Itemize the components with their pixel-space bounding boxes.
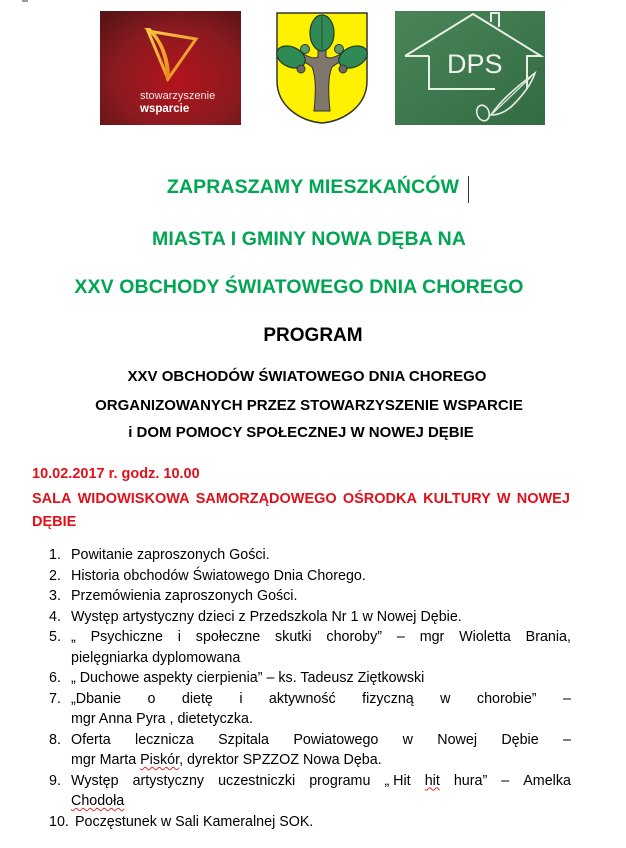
agenda-item: [49, 771, 571, 812]
word: hura”: [453, 772, 488, 789]
word: choroby”: [326, 629, 383, 645]
word: „: [71, 629, 76, 645]
venue-word: OŚRODKA: [342, 491, 417, 507]
program-subtitle-line-2: ORGANIZOWANYCH PRZEZ STOWARZYSZENIE WSPARCIE: [95, 397, 523, 414]
word: Brania,: [525, 629, 571, 645]
agenda-number: 5.: [49, 629, 61, 645]
agenda-item: [49, 689, 571, 730]
agenda-item: [49, 668, 571, 689]
dps-logo-graphic: [395, 11, 545, 125]
word: lecznicza: [135, 731, 194, 748]
agenda-continuation: pielęgniarka dyplomowana: [71, 649, 241, 666]
agenda-number: 7.: [49, 690, 61, 707]
agenda-item: [49, 627, 571, 668]
venue-word: KULTURY: [423, 491, 491, 507]
spellcheck-flagged-word: Chodoła: [71, 793, 125, 809]
word: Nowej: [437, 731, 478, 748]
stowarzyszenie-wsparcie-logo: [100, 11, 241, 125]
agenda-item: [49, 812, 571, 833]
word: Psychiczne: [90, 629, 163, 645]
agenda-text: [71, 627, 571, 668]
word: Występ: [71, 772, 119, 789]
venue-word: SALA: [32, 491, 72, 507]
word: –: [562, 731, 571, 748]
word: –: [396, 629, 405, 645]
program-subtitle-line-1: XXV OBCHODÓW ŚWIATOWEGO DNIA CHOREGO: [127, 368, 487, 385]
text-cursor: [468, 176, 469, 203]
agenda-text: [71, 730, 571, 771]
word: Dębie: [501, 731, 539, 748]
venue-word: WIDOWISKOWA: [77, 491, 190, 507]
dps-logo-text: DPS: [447, 49, 503, 79]
word: o: [147, 690, 156, 707]
agenda-text: Historia obchodów Światowego Dnia Chorego.: [71, 567, 366, 584]
word: –: [562, 690, 571, 707]
continuation-part: mgr Marta: [71, 752, 141, 768]
agenda-continuation: [71, 750, 571, 771]
agenda-continuation: [71, 791, 571, 812]
word: Amelka: [523, 772, 571, 789]
page-marker: [22, 0, 28, 2]
agenda-justified-line: [71, 730, 571, 751]
agenda-continuation: mgr Anna Pyra , dietetyczka.: [71, 711, 253, 727]
word: Oferta: [71, 731, 111, 748]
agenda-item: [49, 730, 571, 771]
word: Wioletta: [459, 629, 511, 645]
word: Powiatowego: [293, 731, 379, 748]
word: artystyczny: [132, 772, 205, 789]
word: Szpitala: [218, 731, 270, 748]
agenda-justified-line: [71, 689, 571, 710]
word: skutki: [275, 629, 312, 645]
agenda-item: [49, 545, 571, 566]
word: społeczne: [195, 629, 261, 645]
word: uczestniczki: [218, 772, 296, 789]
agenda-justified-line: [71, 627, 571, 648]
event-venue-line-2: DĘBIE: [32, 514, 77, 530]
venue-word: W: [496, 491, 511, 507]
nowa-deba-coat-of-arms: [274, 11, 370, 125]
invitation-line-3: XXV OBCHODY ŚWIATOWEGO DNIA CHOREGO: [74, 276, 524, 298]
word: „Dbanie: [71, 690, 122, 707]
agenda-number: 4.: [49, 608, 61, 625]
word: mgr: [419, 629, 445, 645]
word: –: [501, 772, 510, 789]
event-venue-line-1: [32, 491, 570, 507]
agenda-item: [49, 566, 571, 587]
agenda-item: [49, 586, 571, 607]
agenda-text: [71, 689, 571, 730]
spellcheck-flagged-word: Piskór: [140, 752, 180, 768]
continuation-part: , dyrektor SPZZOZ Nowa Dęba.: [179, 752, 382, 768]
word: w: [440, 690, 451, 707]
agenda-text: „ Duchowe aspekty cierpienia” – ks. Tadeusz Ziętkowski: [71, 670, 425, 686]
agenda-number: 9.: [49, 772, 61, 789]
spellcheck-flagged-word: hit: [424, 772, 440, 789]
venue-word: SAMORZĄDOWEGO: [195, 491, 337, 507]
program-subtitle-line-3: i DOM POMOCY SPOŁECZNEJ W NOWEJ DĘBIE: [128, 424, 474, 441]
invitation-line-1: ZAPRASZAMY MIESZKAŃCÓW: [166, 176, 460, 198]
invitation-line-2: MIASTA I GMINY NOWA DĘBA NA: [152, 228, 466, 250]
word: dietę: [181, 690, 213, 707]
agenda-number: 6.: [49, 670, 61, 686]
word: fizyczną: [362, 690, 414, 707]
event-datetime: 10.02.2017 r. godz. 10.00: [32, 466, 200, 482]
word: i: [239, 690, 243, 707]
agenda-justified-line: [71, 771, 571, 792]
wsparcie-logo-graphic: [100, 11, 241, 125]
agenda-text: Przemówienia zaproszonych Gości.: [71, 588, 298, 604]
agenda-text: Występ artystyczny dzieci z Przedszkola Nr 1 w Nowej Dębie.: [71, 608, 462, 625]
agenda-item: [49, 607, 571, 628]
word: w: [402, 731, 413, 748]
agenda-number: 3.: [49, 588, 61, 604]
wsparcie-logo-line1: stowarzyszenie: [140, 90, 216, 102]
dps-logo: [395, 11, 545, 125]
wsparcie-logo-line2: wsparcie: [140, 103, 190, 115]
word: programu: [309, 772, 371, 789]
agenda-number: 2.: [49, 567, 61, 584]
agenda-number: 10.: [49, 813, 69, 830]
venue-word: NOWEJ: [516, 491, 570, 507]
program-title: PROGRAM: [263, 325, 363, 346]
word: i: [177, 629, 181, 645]
agenda-text: Poczęstunek w Sali Kameralnej SOK.: [75, 813, 314, 830]
word: „ Hit: [384, 772, 411, 789]
word: chorobie”: [476, 690, 537, 707]
agenda-text: [71, 771, 571, 812]
agenda-list: [49, 545, 571, 832]
word: aktywność: [268, 690, 336, 707]
agenda-text: Powitanie zaproszonych Gości.: [71, 547, 270, 563]
coat-of-arms-graphic: [274, 11, 370, 125]
agenda-number: 1.: [49, 547, 61, 563]
agenda-number: 8.: [49, 731, 61, 748]
